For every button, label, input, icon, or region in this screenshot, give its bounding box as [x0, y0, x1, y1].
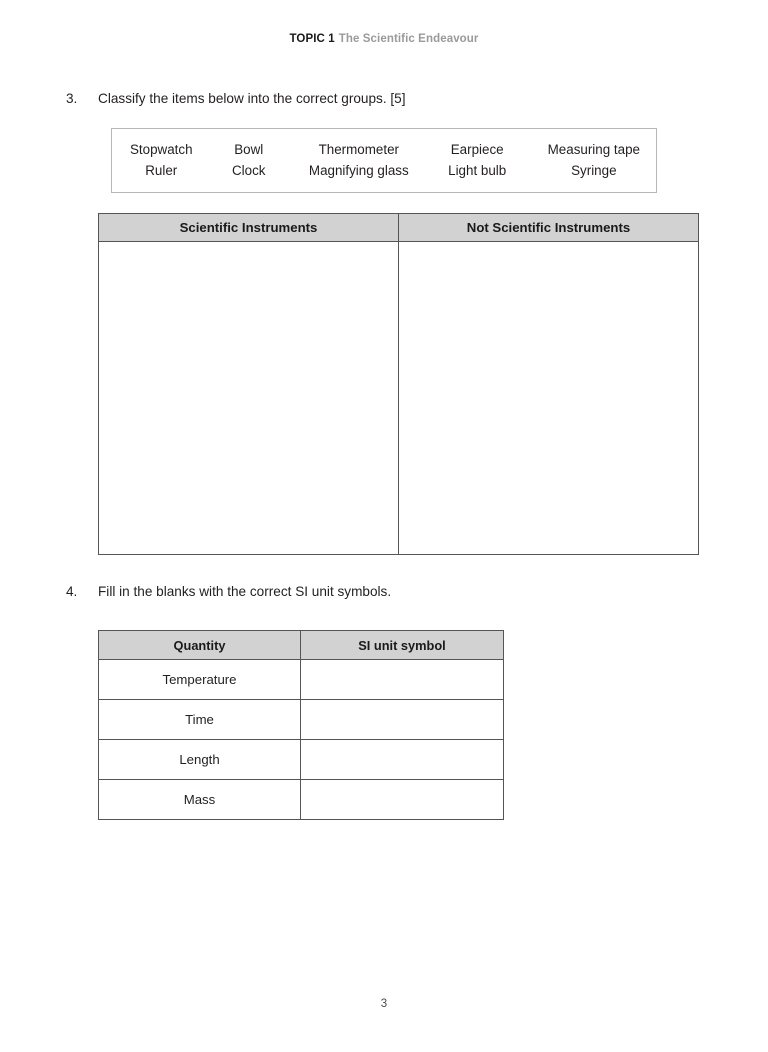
quantity-cell-mass: Mass [99, 780, 301, 820]
question-4-text: Fill in the blanks with the correct SI unit symbols. [98, 584, 392, 599]
table-row [99, 740, 504, 780]
word-bank-columns [112, 140, 656, 181]
running-header [0, 33, 768, 45]
word-bank-item: Thermometer [318, 142, 399, 158]
classification-table [98, 213, 699, 555]
symbol-cell-length[interactable] [301, 740, 504, 780]
answer-cell-scientific-instruments[interactable] [99, 242, 399, 555]
quantity-cell-temperature: Temperature [99, 660, 301, 700]
symbol-cell-time[interactable] [301, 700, 504, 740]
question-4-number: 4. [66, 584, 78, 599]
question-3 [66, 90, 406, 108]
column-header-quantity: Quantity [99, 631, 301, 660]
column-header-not-scientific-instruments: Not Scientific Instruments [399, 214, 699, 242]
column-header-scientific-instruments: Scientific Instruments [99, 214, 399, 242]
table-row [99, 660, 504, 700]
word-bank-item: Light bulb [448, 162, 507, 178]
word-bank-item: Clock [231, 162, 266, 178]
si-unit-table-head [99, 631, 504, 660]
column-header-si-unit-symbol: SI unit symbol [301, 631, 504, 660]
classification-table-body [99, 242, 699, 555]
question-4 [66, 583, 391, 601]
classification-table-head [99, 214, 699, 242]
question-3-number: 3. [66, 91, 78, 106]
table-row [99, 242, 699, 555]
si-unit-table-body [99, 660, 504, 820]
word-bank-item: Earpiece [450, 142, 504, 158]
word-bank-item: Syringe [571, 162, 617, 178]
question-3-text: Classify the items below into the correct groups. [5] [98, 91, 406, 106]
quantity-cell-length: Length [99, 740, 301, 780]
word-bank-item: Bowl [234, 142, 264, 158]
word-bank-column [548, 140, 640, 181]
answer-cell-not-scientific-instruments[interactable] [399, 242, 699, 555]
table-header-row [99, 214, 699, 242]
si-unit-table [98, 630, 504, 820]
word-bank-item: Magnifying glass [308, 162, 409, 178]
word-bank-column [309, 140, 409, 181]
topic-title: The Scientific Endeavour [338, 33, 479, 45]
word-bank-column [130, 140, 193, 181]
table-row [99, 780, 504, 820]
word-bank-box [111, 128, 657, 193]
quantity-cell-time: Time [99, 700, 301, 740]
word-bank-column [448, 140, 506, 181]
word-bank-column [232, 140, 265, 181]
page-number: 3 [380, 998, 388, 1010]
symbol-cell-mass[interactable] [301, 780, 504, 820]
table-row [99, 700, 504, 740]
word-bank-item: Stopwatch [130, 142, 193, 158]
table-header-row [99, 631, 504, 660]
topic-label: TOPIC 1 [289, 33, 335, 45]
symbol-cell-temperature[interactable] [301, 660, 504, 700]
word-bank-item: Ruler [145, 162, 178, 178]
word-bank-item: Measuring tape [547, 142, 640, 158]
